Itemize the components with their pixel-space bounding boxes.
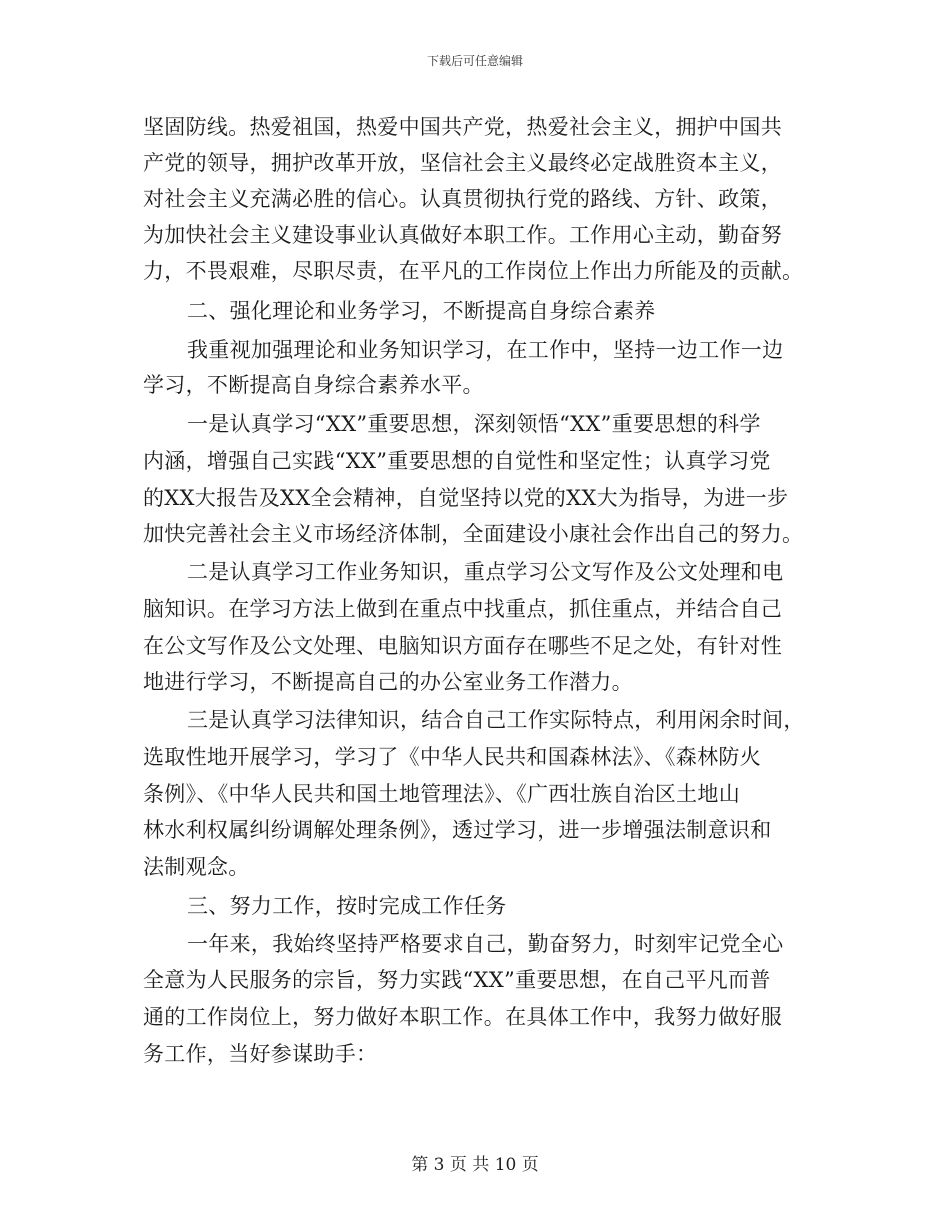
page-header: 下载后可任意编辑 [426, 54, 523, 68]
section-heading: 三、努力工作，按时完成工作任务 [187, 894, 507, 918]
body-line: 林水利权属纠纷调解处理条例》，透过学习，进一步增强法制意识和 [143, 818, 772, 842]
body-line: 对社会主义充满必胜的信心。认真贯彻执行党的路线、方针、政策， [143, 187, 782, 211]
body-line: 地进行学习，不断提高自己的办公室业务工作潜力。 [143, 670, 633, 694]
body-line: 一是认真学习“XX”重要思想，深刻领悟“XX”重要思想的科学 [187, 412, 761, 436]
body-line: 坚固防线。热爱祖国，热爱中国共产党，热爱社会主义，拥护中国共 [143, 115, 782, 139]
body-line: 产党的领导，拥护改革开放，坚信社会主义最终必定战胜资本主义， [143, 151, 782, 175]
body-line: 加快完善社会主义市场经济体制，全面建设小康社会作出自己的努力。 [143, 522, 804, 546]
body-line: 选取性地开展学习，学习了《中华人民共和国森林法》、《森林防火 [143, 745, 761, 769]
body-line: 内涵，增强自己实践“XX”重要思想的自觉性和坚定性；认真学习党 [143, 449, 771, 473]
body-line: 全意为人民服务的宗旨，努力实践“XX”重要思想，在自己平凡而普 [143, 968, 771, 992]
page-number-footer: 第 3 页 共 10 页 [411, 1155, 539, 1175]
body-line: 三是认真学习法律知识，结合自己工作实际特点，利用闲余时间， [187, 708, 805, 732]
body-line: 在公文写作及公文处理、电脑知识方面存在哪些不足之处，有针对性 [143, 634, 782, 658]
body-line: 法制观念。 [143, 855, 250, 879]
body-line: 通的工作岗位上，努力做好本职工作。在具体工作中，我努力做好服 [143, 1005, 782, 1029]
body-line: 的XX大报告及XX全会精神，自觉坚持以党的XX大为指导，为进一步 [143, 486, 789, 510]
body-line: 务工作，当好参谋助手： [143, 1042, 378, 1066]
body-line: 脑知识。在学习方法上做到在重点中找重点，抓住重点，并结合自己 [143, 597, 782, 621]
body-line: 力，不畏艰难，尽职尽责，在平凡的工作岗位上作出力所能及的贡献。 [143, 259, 804, 283]
body-line: 我重视加强理论和业务知识学习，在工作中，坚持一边工作一边 [187, 338, 784, 362]
body-line: 学习，不断提高自身综合素养水平。 [143, 373, 484, 397]
body-line: 为加快社会主义建设事业认真做好本职工作。工作用心主动，勤奋努 [143, 223, 782, 247]
body-line: 二是认真学习工作业务知识，重点学习公文写作及公文处理和电 [187, 560, 784, 584]
body-line: 一年来，我始终坚持严格要求自己，勤奋努力，时刻牢记党全心 [187, 932, 784, 956]
body-line: 条例》、《中华人民共和国土地管理法》、《广西壮族自治区土地山 [143, 782, 740, 806]
section-heading: 二、强化理论和业务学习，不断提高自身综合素养 [187, 299, 656, 323]
